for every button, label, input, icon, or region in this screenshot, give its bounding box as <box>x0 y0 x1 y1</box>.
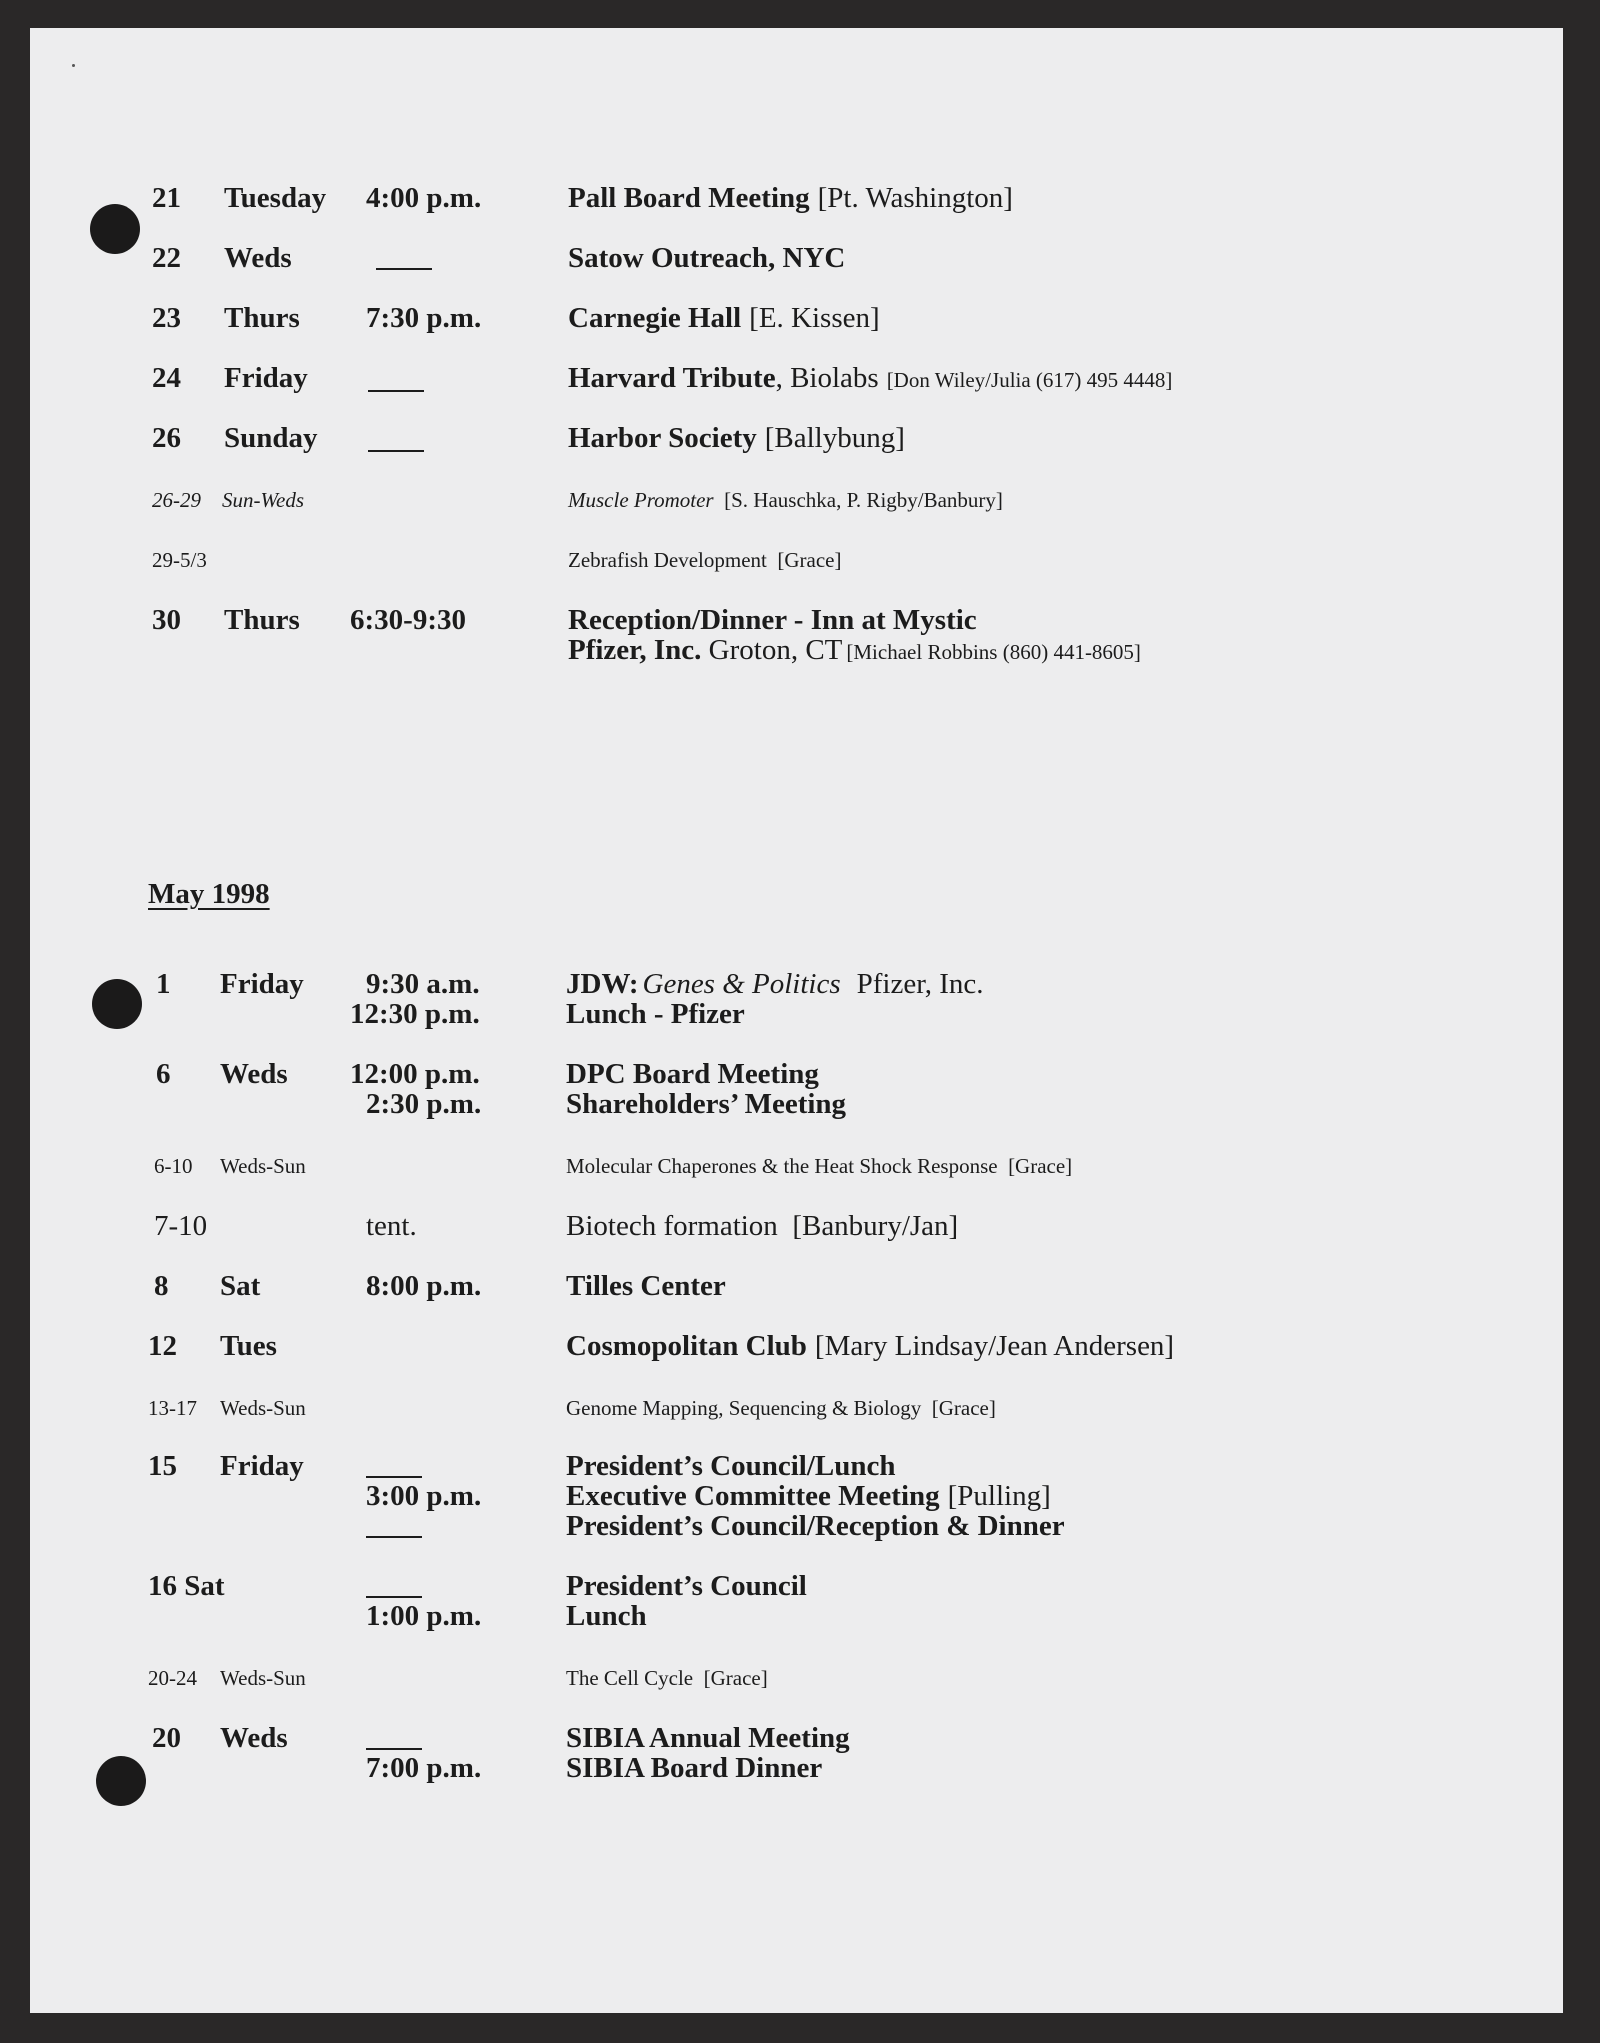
entry-weekday: Weds <box>224 242 292 274</box>
entry-weekday: Sat <box>220 1270 261 1302</box>
entry-day: 13-17 <box>148 1396 197 1420</box>
entry-weekday: Sunday <box>224 422 318 454</box>
entry-description <box>568 304 880 333</box>
entry-event-line3: President’s Council/Reception & Dinner <box>566 1510 1065 1542</box>
entry-time-line2: 2:30 p.m. <box>366 1088 482 1120</box>
entry-event: Molecular Chaperones & the Heat Shock Response <box>566 1154 998 1178</box>
binder-hole <box>92 979 142 1029</box>
entry-description <box>566 970 984 999</box>
entry-day: 6 <box>156 1058 171 1090</box>
entry-event-line2: Executive Committee Meeting <box>566 1480 940 1512</box>
entry-event-suffix: , Biolabs <box>775 362 879 394</box>
entry-note: [Banbury/Jan] <box>792 1210 959 1242</box>
entry-day: 6-10 <box>154 1154 193 1178</box>
entry-time-line2: 12:30 p.m. <box>350 998 480 1030</box>
entry-note: [Mary Lindsay/Jean Andersen] <box>814 1330 1175 1362</box>
entry-event: Harbor Society <box>568 422 757 454</box>
entry-time: tent. <box>366 1210 417 1242</box>
entry-event-line2: Pfizer, Inc. <box>568 634 702 666</box>
entry-description <box>568 424 905 453</box>
entry-event: Carnegie Hall <box>568 302 742 334</box>
entry-event-line2: Lunch <box>566 1600 647 1632</box>
entry-weekday: Weds-Sun <box>220 1396 306 1420</box>
entry-event: Pall Board Meeting <box>568 182 810 214</box>
entry-day: 23 <box>152 302 181 334</box>
entry-day: 29-5/3 <box>152 548 207 572</box>
blank-time-line <box>366 1596 422 1598</box>
blank-time-line <box>366 1748 422 1750</box>
entry-description <box>568 490 1003 511</box>
entry-note: [S. Hauschka, P. Rigby/Banbury] <box>724 488 1003 512</box>
entry-day: 20 <box>152 1722 181 1754</box>
entry-event: Biotech formation <box>566 1210 778 1242</box>
entry-weekday: Weds-Sun <box>220 1154 306 1178</box>
entry-event: Cosmopolitan Club <box>566 1330 807 1362</box>
entry-note: [Grace] <box>703 1666 768 1690</box>
blank-time-line <box>368 450 424 452</box>
entry-description <box>566 1156 1072 1177</box>
entry-weekday: Sun-Weds <box>222 488 305 512</box>
entry-event: Muscle Promoter <box>568 488 714 512</box>
entry-day: 21 <box>152 182 181 214</box>
entry-day: 15 <box>148 1450 177 1482</box>
entry-note: [Pt. Washington] <box>817 182 1013 214</box>
entry-time: 6:30-9:30 <box>350 604 466 636</box>
entry-time: 4:00 p.m. <box>366 182 482 214</box>
entry-weekday: Tuesday <box>224 182 327 214</box>
entry-weekday: Friday <box>220 1450 304 1482</box>
entry-event: Harvard Tribute <box>568 362 776 394</box>
blank-time-line <box>376 268 432 270</box>
binder-hole <box>90 204 140 254</box>
entry-day: 30 <box>152 604 181 636</box>
entry-event-line2: SIBIA Board Dinner <box>566 1752 823 1784</box>
entry-day: 8 <box>154 1270 169 1302</box>
entry-event-line2: Shareholders’ Meeting <box>566 1088 847 1120</box>
document-page <box>30 28 1563 2013</box>
entry-day: 26 <box>152 422 181 454</box>
blank-time-line <box>368 390 424 392</box>
entry-event: Zebrafish Development <box>568 548 767 572</box>
entry-note: [E. Kissen] <box>749 302 880 334</box>
entry-description <box>568 184 1013 213</box>
entry-note: [Grace] <box>777 548 842 572</box>
entry-event: Tilles Center <box>566 1270 726 1302</box>
entry-time: 7:30 p.m. <box>366 302 482 334</box>
entry-event: Genome Mapping, Sequencing & Biology <box>566 1396 922 1420</box>
entry-weekday: Weds <box>220 1058 288 1090</box>
entry-event: President’s Council/Lunch <box>566 1450 896 1482</box>
entry-note: [Grace] <box>1008 1154 1073 1178</box>
binder-hole <box>96 1756 146 1806</box>
entry-weekday: Weds <box>220 1722 288 1754</box>
entry-event: SIBIA Annual Meeting <box>566 1722 850 1754</box>
entry-description <box>566 1482 1051 1511</box>
entry-event-suffix: Groton, CT <box>701 634 843 666</box>
entry-weekday: Friday <box>224 362 308 394</box>
entry-weekday: Thurs <box>224 302 300 334</box>
entry-weekday: Thurs <box>224 604 300 636</box>
entry-day: 16 Sat <box>148 1570 225 1602</box>
entry-day: 12 <box>148 1330 177 1362</box>
entry-day: 20-24 <box>148 1666 197 1690</box>
entry-note: [Michael Robbins (860) 441-8605] <box>846 640 1141 664</box>
entry-time: 8:00 p.m. <box>366 1270 482 1302</box>
blank-time-line <box>366 1536 422 1538</box>
entry-time-line2: 3:00 p.m. <box>366 1480 482 1512</box>
entry-event-prefix: JDW: <box>566 968 639 1000</box>
entry-description <box>566 1668 768 1689</box>
entry-day: 1 <box>156 968 171 1000</box>
entry-weekday: Friday <box>220 968 304 1000</box>
entry-description <box>566 1332 1174 1361</box>
entry-event: DPC Board Meeting <box>566 1058 819 1090</box>
entry-description <box>566 1398 996 1419</box>
month-heading: May 1998 <box>148 878 270 910</box>
entry-day: 24 <box>152 362 181 394</box>
entry-note: [Ballybung] <box>764 422 905 454</box>
paper-speck <box>72 64 75 67</box>
entry-event: Genes & Politics <box>642 968 841 1000</box>
entry-note: [Don Wiley/Julia (617) 495 4448] <box>886 368 1173 392</box>
entry-event: The Cell Cycle <box>566 1666 694 1690</box>
entry-description <box>566 1212 958 1241</box>
entry-event-line2: Lunch - Pfizer <box>566 998 745 1030</box>
entry-event-suffix: Pfizer, Inc. <box>856 968 984 1000</box>
entry-weekday: Tues <box>220 1330 277 1362</box>
entry-note: [Grace] <box>931 1396 996 1420</box>
entry-time-line2: 1:00 p.m. <box>366 1600 482 1632</box>
entry-event: Satow Outreach, NYC <box>568 242 846 274</box>
entry-day: 7-10 <box>154 1210 208 1242</box>
entry-description <box>568 364 1172 393</box>
entry-day: 22 <box>152 242 181 274</box>
entry-note: [Pulling] <box>947 1480 1051 1512</box>
entry-time-line2: 7:00 p.m. <box>366 1752 482 1784</box>
entry-day: 26-29 <box>152 488 201 512</box>
entry-weekday: Weds-Sun <box>220 1666 306 1690</box>
entry-event: President’s Council <box>566 1570 807 1602</box>
entry-description <box>568 636 1141 665</box>
entry-time: 12:00 p.m. <box>350 1058 480 1090</box>
blank-time-line <box>366 1476 422 1478</box>
entry-time: 9:30 a.m. <box>366 968 480 1000</box>
entry-description <box>568 550 841 571</box>
entry-event: Reception/Dinner - Inn at Mystic <box>568 604 977 636</box>
